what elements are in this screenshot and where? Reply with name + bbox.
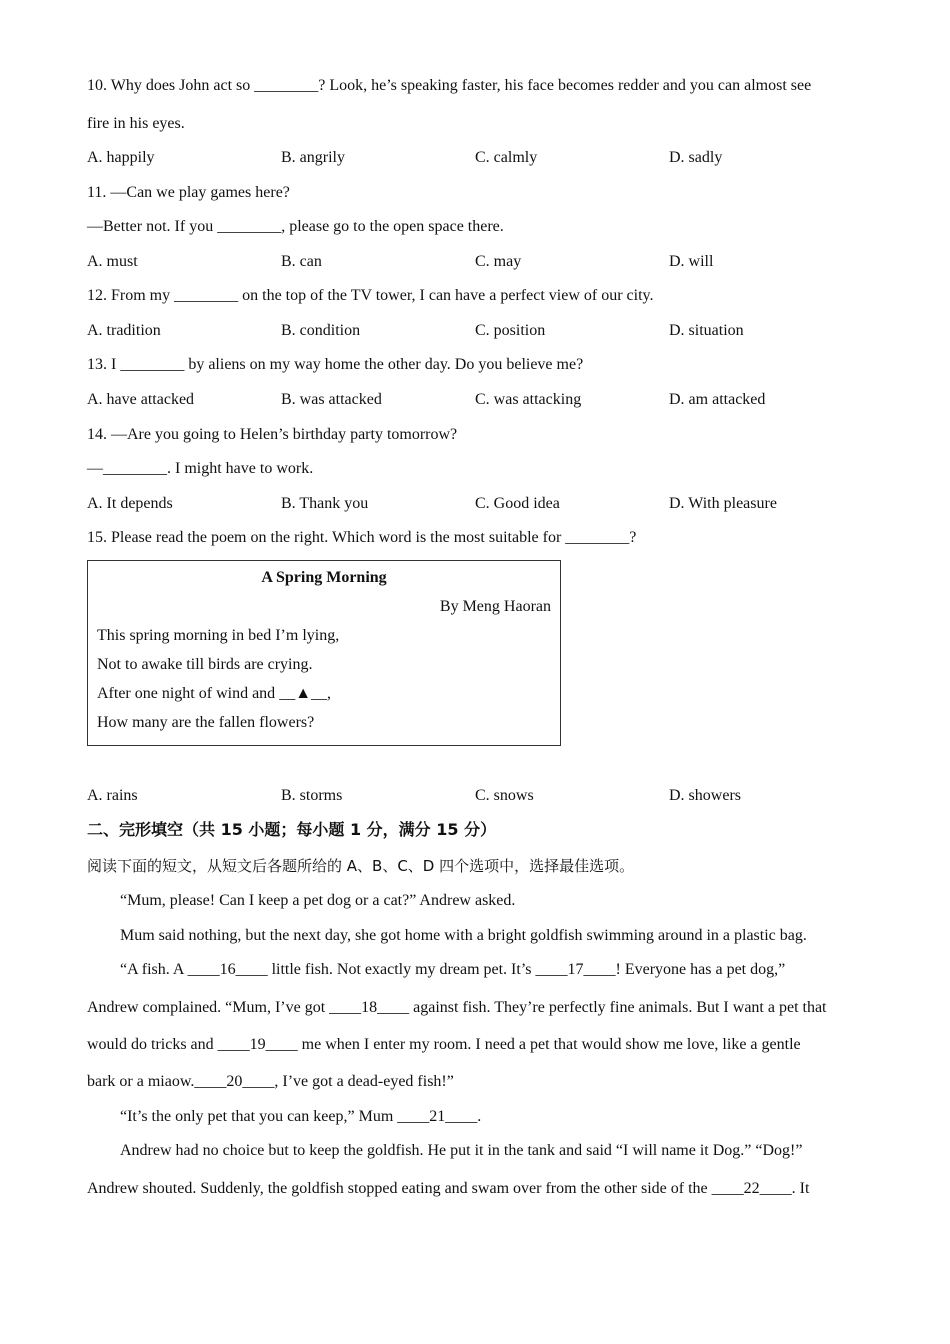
passage-line xyxy=(87,998,827,1018)
passage-text: ! Everyone has a pet dog,” xyxy=(615,961,786,978)
poem-author: By Meng Haoran xyxy=(439,598,551,615)
passage-line xyxy=(87,1035,801,1055)
passage-text: bark or a miaow. xyxy=(87,1073,195,1090)
passage-text: Andrew complained. “Mum, I’ve got xyxy=(87,999,330,1016)
option-a: A. rains xyxy=(87,787,138,804)
question-13-stem: 13. I ________ by aliens on my way home the other day. Do you believe me? xyxy=(87,356,584,373)
blank-19: ____19____ xyxy=(217,1036,298,1053)
option-b: B. was attacked xyxy=(281,391,382,408)
question-11-stem-cont: —Better not. If you ________, please go to the open space there. xyxy=(87,218,504,235)
poem-line-1: This spring morning in bed I’m lying, xyxy=(97,627,340,644)
poem-blank: __▲__ xyxy=(279,685,328,702)
option-c: C. snows xyxy=(475,787,534,804)
poem-line-2: Not to awake till birds are crying. xyxy=(97,656,313,673)
option-d: D. With pleasure xyxy=(669,495,777,512)
passage-paragraph-8: Andrew had no choice but to keep the goldfish. He put it in the tank and said “I will name it Dog.” “Dog!” xyxy=(120,1142,803,1159)
passage-paragraph-1: “Mum, please! Can I keep a pet dog or a cat?” Andrew asked. xyxy=(120,892,516,909)
option-c: C. Good idea xyxy=(475,495,560,512)
question-14-stem: 14. —Are you going to Helen’s birthday party tomorrow? xyxy=(87,426,458,443)
poem-line-3-start: After one night of wind and xyxy=(97,685,280,702)
option-d: D. showers xyxy=(669,787,741,804)
passage-text: , I’ve got a dead-eyed fish!” xyxy=(274,1073,454,1090)
blank-17: ____17____ xyxy=(535,961,616,978)
question-10-stem: 10. Why does John act so ________? Look, he’s speaking faster, his face becomes redder and you can almost see xyxy=(87,77,812,94)
passage-text: little fish. Not exactly my dream pet. It’s xyxy=(267,961,536,978)
question-14-stem-cont: —________. I might have to work. xyxy=(87,460,314,477)
option-a: A. happily xyxy=(87,149,155,166)
option-d: D. sadly xyxy=(669,149,723,166)
blank-16: ____16____ xyxy=(187,961,268,978)
passage-text: would do tricks and xyxy=(87,1036,218,1053)
passage-text: “It’s the only pet that you can keep,” Mum xyxy=(120,1108,398,1125)
option-d: D. situation xyxy=(669,322,744,339)
option-b: B. can xyxy=(281,253,322,270)
poem-line-3-end: , xyxy=(327,685,332,702)
option-a: A. must xyxy=(87,253,138,270)
question-14-options xyxy=(87,494,867,514)
poem-title: A Spring Morning xyxy=(261,569,387,586)
question-15-options xyxy=(87,786,867,806)
passage-text: . xyxy=(477,1108,482,1125)
option-b: B. condition xyxy=(281,322,361,339)
passage-line xyxy=(87,1179,809,1199)
option-c: C. was attacking xyxy=(475,391,582,408)
question-13-options xyxy=(87,390,867,410)
option-c: C. may xyxy=(475,253,522,270)
passage-text: against fish. They’re perfectly fine animals. But I want a pet that xyxy=(409,999,827,1016)
option-a: A. tradition xyxy=(87,322,161,339)
option-a: A. It depends xyxy=(87,495,173,512)
option-b: B. angrily xyxy=(281,149,345,166)
passage-line xyxy=(120,960,785,980)
poem-box xyxy=(87,560,561,746)
passage-text: me when I enter my room. I need a pet that would show me love, like a gentle xyxy=(297,1036,801,1053)
option-c: C. calmly xyxy=(475,149,538,166)
passage-text: . It xyxy=(791,1180,810,1197)
passage-line xyxy=(87,1072,454,1092)
question-12-options xyxy=(87,321,867,341)
option-c: C. position xyxy=(475,322,546,339)
passage-paragraph-2: Mum said nothing, but the next day, she got home with a bright goldfish swimming around in a plastic bag. xyxy=(120,927,807,944)
poem-line-4: How many are the fallen flowers? xyxy=(97,714,315,731)
passage-line xyxy=(120,1107,481,1127)
blank-18: ____18____ xyxy=(329,999,410,1016)
question-15-stem: 15. Please read the poem on the right. Which word is the most suitable for ________? xyxy=(87,529,637,546)
option-a: A. have attacked xyxy=(87,391,195,408)
question-10-stem-cont: fire in his eyes. xyxy=(87,115,185,132)
option-d: D. will xyxy=(669,253,714,270)
option-b: B. storms xyxy=(281,787,343,804)
blank-22: ____22____ xyxy=(711,1180,792,1197)
question-12-stem: 12. From my ________ on the top of the TV tower, I can have a perfect view of our city. xyxy=(87,287,654,304)
option-d: D. am attacked xyxy=(669,391,766,408)
section-heading: 二、完形填空（共 15 小题；每小题 1 分，满分 15 分） xyxy=(87,820,497,839)
poem-line-3 xyxy=(97,685,331,703)
passage-text: Andrew shouted. Suddenly, the goldfish stopped eating and swam over from the other side of the xyxy=(87,1180,712,1197)
blank-21: ____21____ xyxy=(397,1108,478,1125)
section-instruction: 阅读下面的短文，从短文后各题所给的 A、B、C、D 四个选项中，选择最佳选项。 xyxy=(87,857,635,875)
blank-20: ____20____ xyxy=(194,1073,275,1090)
question-11-stem: 11. —Can we play games here? xyxy=(87,184,290,201)
passage-text: “A fish. A xyxy=(120,961,188,978)
question-10-options xyxy=(87,148,867,168)
question-11-options xyxy=(87,252,867,272)
option-b: B. Thank you xyxy=(281,495,369,512)
